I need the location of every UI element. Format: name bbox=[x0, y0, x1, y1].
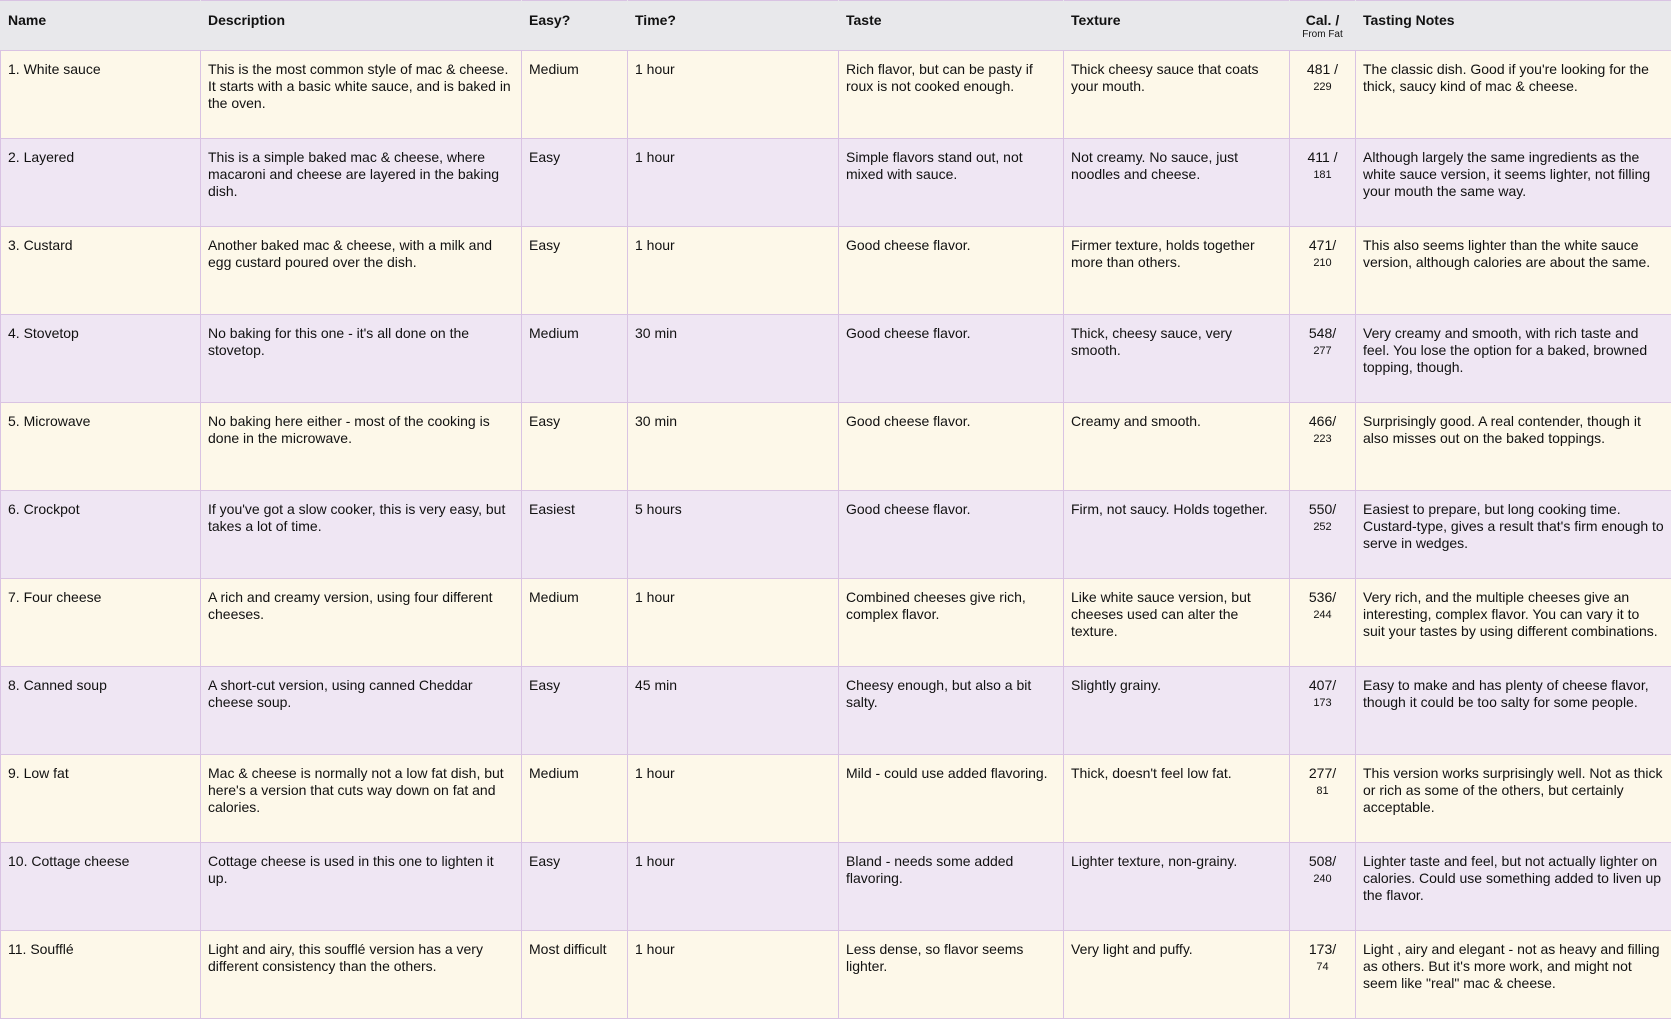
header-easy: Easy? bbox=[522, 1, 628, 51]
header-name: Name bbox=[1, 1, 201, 51]
cell-description: A rich and creamy version, using four different cheeses. bbox=[201, 579, 522, 667]
header-cal-label: Cal. / bbox=[1305, 12, 1340, 28]
cell-time: 1 hour bbox=[628, 843, 839, 931]
cell-calories bbox=[1290, 491, 1356, 579]
calories-total: 536/ bbox=[1308, 589, 1337, 605]
cell-name: 11. Soufflé bbox=[1, 931, 201, 1019]
cell-calories bbox=[1290, 403, 1356, 491]
cell-easy: Easy bbox=[522, 227, 628, 315]
table-row bbox=[1, 755, 1671, 843]
table-row bbox=[1, 491, 1671, 579]
cell-name: 5. Microwave bbox=[1, 403, 201, 491]
table-row bbox=[1, 227, 1671, 315]
cell-name: 2. Layered bbox=[1, 139, 201, 227]
calories-from-fat: 244 bbox=[1313, 609, 1332, 621]
cell-notes: This also seems lighter than the white sauce version, although calories are about the same. bbox=[1356, 227, 1671, 315]
calories-from-fat: 277 bbox=[1313, 345, 1332, 357]
calories-from-fat: 81 bbox=[1316, 785, 1329, 797]
calories-total: 471/ bbox=[1308, 237, 1337, 253]
calories-from-fat: 252 bbox=[1313, 521, 1332, 533]
cell-easy: Medium bbox=[522, 51, 628, 139]
cell-time: 1 hour bbox=[628, 931, 839, 1019]
cell-notes: Light , airy and elegant - not as heavy and filling as others. But it's more work, and might not seem like "real" mac & cheese. bbox=[1356, 931, 1671, 1019]
cell-easy: Medium bbox=[522, 579, 628, 667]
calories-total: 277/ bbox=[1308, 765, 1337, 781]
cell-description: This is a simple baked mac & cheese, where macaroni and cheese are layered in the baking dish. bbox=[201, 139, 522, 227]
table-row bbox=[1, 51, 1671, 139]
table-row bbox=[1, 139, 1671, 227]
cell-description: Another baked mac & cheese, with a milk and egg custard poured over the dish. bbox=[201, 227, 522, 315]
calories-from-fat: 173 bbox=[1313, 697, 1332, 709]
cell-time: 45 min bbox=[628, 667, 839, 755]
header-time: Time? bbox=[628, 1, 839, 51]
cell-time: 30 min bbox=[628, 315, 839, 403]
cell-description: This is the most common style of mac & cheese. It starts with a basic white sauce, and is baked in the oven. bbox=[201, 51, 522, 139]
calories-total: 481 / bbox=[1306, 61, 1339, 77]
cell-easy: Easy bbox=[522, 403, 628, 491]
calories-from-fat: 210 bbox=[1313, 257, 1332, 269]
cell-taste: Cheesy enough, but also a bit salty. bbox=[839, 667, 1064, 755]
cell-texture: Very light and puffy. bbox=[1064, 931, 1290, 1019]
cell-name: 6. Crockpot bbox=[1, 491, 201, 579]
cell-taste: Combined cheeses give rich, complex flavor. bbox=[839, 579, 1064, 667]
header-taste: Taste bbox=[839, 1, 1064, 51]
cell-time: 1 hour bbox=[628, 755, 839, 843]
calories-total: 508/ bbox=[1308, 853, 1337, 869]
cell-taste: Mild - could use added flavoring. bbox=[839, 755, 1064, 843]
cell-notes: Easiest to prepare, but long cooking time. Custard-type, gives a result that's firm enough to serve in wedges. bbox=[1356, 491, 1671, 579]
calories-from-fat: 223 bbox=[1313, 433, 1332, 445]
cell-notes: This version works surprisingly well. Not as thick or rich as some of the others, but certainly acceptable. bbox=[1356, 755, 1671, 843]
cell-notes: Lighter taste and feel, but not actually lighter on calories. Could use something added to liven up the flavor. bbox=[1356, 843, 1671, 931]
cell-easy: Most difficult bbox=[522, 931, 628, 1019]
cell-description: If you've got a slow cooker, this is very easy, but takes a lot of time. bbox=[201, 491, 522, 579]
cell-taste: Bland - needs some added flavoring. bbox=[839, 843, 1064, 931]
calories-total: 173/ bbox=[1308, 941, 1337, 957]
table-row bbox=[1, 667, 1671, 755]
calories-total: 550/ bbox=[1308, 501, 1337, 517]
header-notes: Tasting Notes bbox=[1356, 1, 1671, 51]
cell-notes: Surprisingly good. A real contender, though it also misses out on the baked toppings. bbox=[1356, 403, 1671, 491]
cell-time: 5 hours bbox=[628, 491, 839, 579]
header-texture: Texture bbox=[1064, 1, 1290, 51]
cell-description: Cottage cheese is used in this one to lighten it up. bbox=[201, 843, 522, 931]
cell-description: No baking here either - most of the cooking is done in the microwave. bbox=[201, 403, 522, 491]
cell-easy: Easy bbox=[522, 667, 628, 755]
header-description: Description bbox=[201, 1, 522, 51]
cell-name: 8. Canned soup bbox=[1, 667, 201, 755]
cell-texture: Creamy and smooth. bbox=[1064, 403, 1290, 491]
cell-taste: Good cheese flavor. bbox=[839, 315, 1064, 403]
cell-time: 1 hour bbox=[628, 139, 839, 227]
cell-calories bbox=[1290, 931, 1356, 1019]
cell-name: 3. Custard bbox=[1, 227, 201, 315]
cell-taste: Good cheese flavor. bbox=[839, 403, 1064, 491]
cell-taste: Rich flavor, but can be pasty if roux is not cooked enough. bbox=[839, 51, 1064, 139]
cell-name: 1. White sauce bbox=[1, 51, 201, 139]
cell-calories bbox=[1290, 755, 1356, 843]
cell-time: 30 min bbox=[628, 403, 839, 491]
cell-calories bbox=[1290, 315, 1356, 403]
header-cal-sub: From Fat bbox=[1302, 29, 1343, 40]
cell-texture: Like white sauce version, but cheeses used can alter the texture. bbox=[1064, 579, 1290, 667]
cell-taste: Good cheese flavor. bbox=[839, 491, 1064, 579]
cell-notes: Very rich, and the multiple cheeses give an interesting, complex flavor. You can vary it to suit your tastes by using different combinations. bbox=[1356, 579, 1671, 667]
cell-calories bbox=[1290, 139, 1356, 227]
cell-texture: Firm, not saucy. Holds together. bbox=[1064, 491, 1290, 579]
cell-name: 9. Low fat bbox=[1, 755, 201, 843]
cell-easy: Medium bbox=[522, 755, 628, 843]
cell-time: 1 hour bbox=[628, 51, 839, 139]
header-calories bbox=[1290, 1, 1356, 51]
table-row bbox=[1, 315, 1671, 403]
cell-texture: Thick cheesy sauce that coats your mouth. bbox=[1064, 51, 1290, 139]
cell-easy: Medium bbox=[522, 315, 628, 403]
calories-from-fat: 74 bbox=[1316, 961, 1329, 973]
header-row bbox=[1, 1, 1671, 51]
table-row bbox=[1, 931, 1671, 1019]
cell-calories bbox=[1290, 843, 1356, 931]
cell-easy: Easy bbox=[522, 843, 628, 931]
cell-description: No baking for this one - it's all done on the stovetop. bbox=[201, 315, 522, 403]
cell-taste: Good cheese flavor. bbox=[839, 227, 1064, 315]
cell-calories bbox=[1290, 51, 1356, 139]
cell-easy: Easy bbox=[522, 139, 628, 227]
calories-from-fat: 229 bbox=[1313, 81, 1332, 93]
cell-calories bbox=[1290, 227, 1356, 315]
cell-calories bbox=[1290, 579, 1356, 667]
calories-from-fat: 181 bbox=[1313, 169, 1332, 181]
cell-notes: Although largely the same ingredients as the white sauce version, it seems lighter, not filling your mouth the same way. bbox=[1356, 139, 1671, 227]
calories-total: 466/ bbox=[1308, 413, 1337, 429]
cell-notes: The classic dish. Good if you're looking for the thick, saucy kind of mac & cheese. bbox=[1356, 51, 1671, 139]
cell-time: 1 hour bbox=[628, 227, 839, 315]
cell-texture: Slightly grainy. bbox=[1064, 667, 1290, 755]
cell-texture: Not creamy. No sauce, just noodles and cheese. bbox=[1064, 139, 1290, 227]
cell-description: A short-cut version, using canned Cheddar cheese soup. bbox=[201, 667, 522, 755]
calories-total: 548/ bbox=[1308, 325, 1337, 341]
cell-name: 10. Cottage cheese bbox=[1, 843, 201, 931]
cell-description: Mac & cheese is normally not a low fat dish, but here's a version that cuts way down on fat and calories. bbox=[201, 755, 522, 843]
cell-taste: Simple flavors stand out, not mixed with sauce. bbox=[839, 139, 1064, 227]
cell-notes: Easy to make and has plenty of cheese flavor, though it could be too salty for some people. bbox=[1356, 667, 1671, 755]
calories-total: 411 / bbox=[1307, 149, 1338, 165]
table-row bbox=[1, 403, 1671, 491]
cell-time: 1 hour bbox=[628, 579, 839, 667]
cell-description: Light and airy, this soufflé version has a very different consistency than the others. bbox=[201, 931, 522, 1019]
cell-name: 7. Four cheese bbox=[1, 579, 201, 667]
cell-texture: Thick, cheesy sauce, very smooth. bbox=[1064, 315, 1290, 403]
cell-easy: Easiest bbox=[522, 491, 628, 579]
cell-texture: Lighter texture, non-grainy. bbox=[1064, 843, 1290, 931]
cell-texture: Firmer texture, holds together more than others. bbox=[1064, 227, 1290, 315]
cell-calories bbox=[1290, 667, 1356, 755]
cell-taste: Less dense, so flavor seems lighter. bbox=[839, 931, 1064, 1019]
cell-notes: Very creamy and smooth, with rich taste and feel. You lose the option for a baked, browned topping, though. bbox=[1356, 315, 1671, 403]
cell-texture: Thick, doesn't feel low fat. bbox=[1064, 755, 1290, 843]
table-row bbox=[1, 579, 1671, 667]
calories-total: 407/ bbox=[1308, 677, 1337, 693]
table-row bbox=[1, 843, 1671, 931]
cell-name: 4. Stovetop bbox=[1, 315, 201, 403]
calories-from-fat: 240 bbox=[1313, 873, 1332, 885]
